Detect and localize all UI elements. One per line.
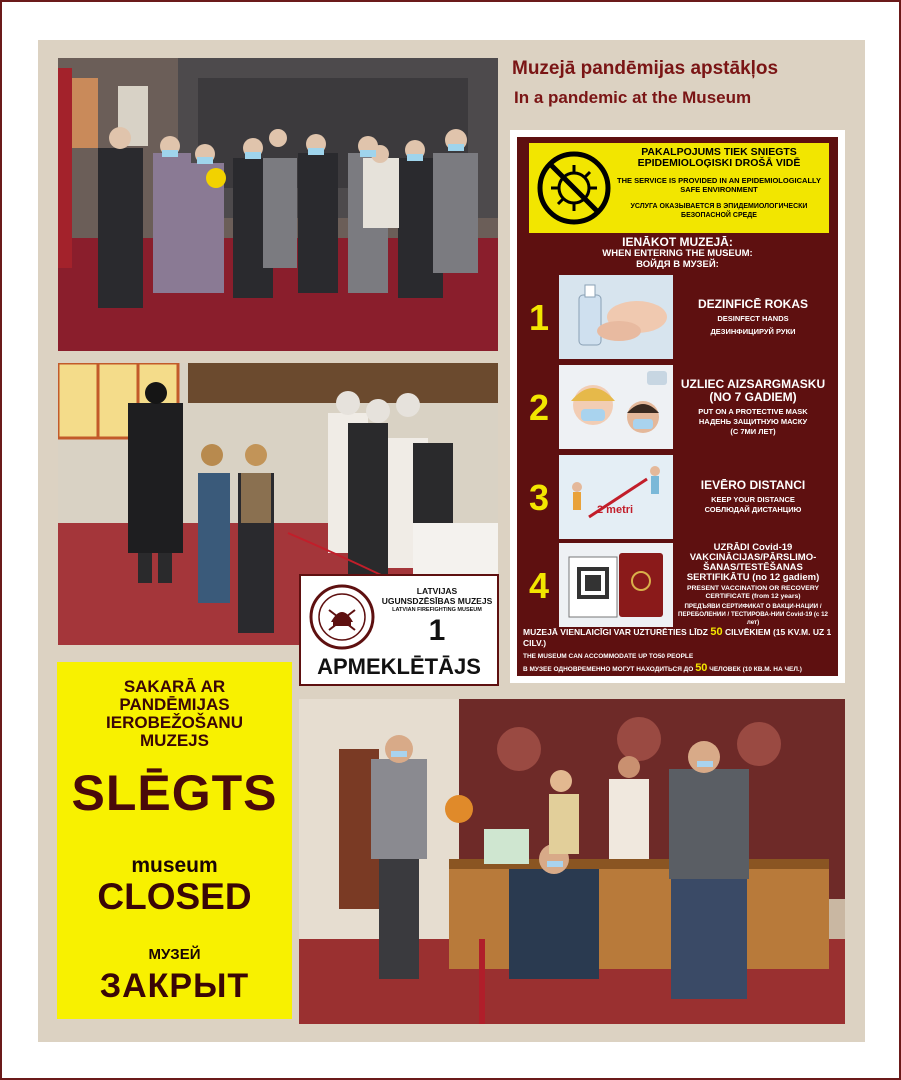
footer-ru: [523, 664, 833, 674]
poster-banner: [529, 143, 829, 233]
visitor-count-sign: [299, 574, 499, 686]
museum-closed-sign: [57, 662, 292, 1019]
closed-ru: ЗАКРЫТ: [99, 967, 250, 1005]
step-title: DEZINFICĒ ROKAS: [697, 296, 808, 311]
visitor-count: 1: [428, 614, 446, 647]
title-english: In a pandemic at the Museum: [514, 88, 752, 107]
entering-en: WHEN ENTERING THE MUSEUM:: [602, 248, 753, 259]
step-sub-ru: ДЕЗИНФИЦИРУЙ РУКИ: [710, 326, 796, 336]
entering-heading: [517, 237, 838, 270]
closed-lv: SLĒGTS: [71, 765, 278, 821]
mask-people-image: [559, 365, 673, 449]
step-number: 1: [528, 297, 550, 338]
distance-image: [559, 455, 673, 539]
step-number: 4: [528, 565, 550, 606]
museum-name-en: LATVIAN FIREFIGHTING MUSEUM: [392, 607, 482, 613]
banner-text-lv: PAKALPOJUMS TIEK SNIEGTS EPIDEMIOLOĢISKI DROŠĀ VIDĒ: [637, 146, 801, 169]
entering-ru: ВОЙДЯ В МУЗЕЙ:: [636, 259, 719, 270]
closed-reason-line3: IEROBEŽOŠANU: [106, 713, 243, 732]
step-sub-ru: ПРЕДЪЯВИ СЕРТИФИКАТ О ВАКЦИ-НАЦИИ / ПЕРЕБОЛЕНИИ / ТЕСТИРОВА-НИИ Covid-19 (с 12 лет): [678, 603, 828, 626]
entering-lv: IENĀKOT MUZEJĀ:: [622, 235, 733, 249]
step-text: [677, 453, 829, 541]
step-sub-ru: СОБЛЮДАЙ ДИСТАНЦИЮ: [704, 505, 802, 514]
hand-sanitizer-image: [559, 275, 673, 359]
visitor-label: APMEKLĒTĀJS: [317, 654, 481, 679]
footer-lv-number: 50: [710, 626, 723, 638]
step-distance: [517, 453, 838, 541]
step-sub-ru: НАДЕНЬ ЗАЩИТНУЮ МАСКУ: [698, 416, 808, 426]
step-text: [677, 541, 829, 629]
safety-rules-poster: [510, 130, 845, 683]
banner-text-ru: УСЛУГА ОКАЗЫВАЕТСЯ В ЭПИДЕМИОЛОГИЧЕСКИ БЕЗОПАСНОЙ СРЕДЕ: [630, 203, 808, 219]
step-disinfect: [517, 273, 838, 361]
closed-reason-line1: SAKARĀ AR: [123, 677, 226, 696]
photo-group-ceremony: [58, 58, 498, 351]
step-sub-en: KEEP YOUR DISTANCE: [711, 495, 795, 504]
step-certificate: [517, 541, 838, 629]
footer-lv-text-end: CILVĒKIEM (15 KV.M. UZ 1 CILV.): [523, 627, 832, 648]
museum-en: museum: [131, 854, 218, 877]
step-title: IEVĒRO DISTANCI: [700, 478, 806, 492]
distance-label: 2 metri: [597, 504, 634, 516]
step-title: UZLIEC AIZSARGMASKU (NO 7 GADIEM): [680, 376, 826, 404]
no-virus-icon: [535, 149, 613, 227]
footer-ru-text-end: ЧЕЛОВЕК (10 КВ.М. НА ЧЕЛ.): [709, 666, 802, 673]
museum-name-lv: LATVIJAS UGUNSDZĒSĪBAS MUZEJS: [381, 586, 493, 606]
step-title: UZRĀDI Covid-19 VAKCINĀCIJAS/PĀRSLIMO-ŠANAS/TESTĒŠANAS SERTIFIKĀTU (no 12 gadiem): [686, 542, 820, 583]
footer-en: THE MUSEUM CAN ACCOMMODATE UP TO50 PEOPLE: [523, 653, 694, 660]
step-number: 3: [528, 477, 550, 518]
title-latvian: Muzejā pandēmijas apstākļos: [512, 58, 779, 79]
step-mask: [517, 363, 838, 451]
certificate-image: [559, 543, 673, 627]
banner-text-en: THE SERVICE IS PROVIDED IN AN EPIDEMIOLOGICALLY SAFE ENVIRONMENT: [617, 176, 821, 194]
step-sub-en: DESINFECT HANDS: [717, 313, 789, 323]
step-text: [677, 273, 829, 361]
step-sub-age: (С 7МИ ЛЕТ): [730, 426, 776, 436]
step-sub-en: PUT ON A PROTECTIVE MASK: [698, 406, 808, 416]
footer-ru-text: В МУЗЕЕ ОДНОВРЕМЕННО МОГУТ НАХОДИТЬСЯ ДО: [523, 666, 694, 673]
closed-reason: [57, 678, 292, 750]
closed-reason-line2: PANDĒMIJAS: [119, 695, 230, 714]
museum-ru: МУЗЕЙ: [148, 946, 201, 963]
footer-ru-number: 50: [695, 662, 708, 674]
step-text: [677, 363, 829, 451]
step-sub-en: PRESENT VACCINATION OR RECOVERY CERTIFICATE (from 12 years): [686, 585, 820, 600]
museum-logo: [309, 584, 375, 650]
closed-en: CLOSED: [97, 876, 252, 917]
step-number: 2: [528, 387, 550, 428]
poster-body: [517, 137, 838, 676]
photo-staff-reception: [299, 699, 845, 1024]
poster-footer: [523, 627, 833, 674]
closed-reason-line4: MUZEJS: [140, 731, 209, 750]
footer-lv: [523, 627, 833, 649]
footer-lv-text: MUZEJĀ VIENLAICĪGI VAR UZTURĒTIES LĪDZ: [523, 627, 708, 637]
